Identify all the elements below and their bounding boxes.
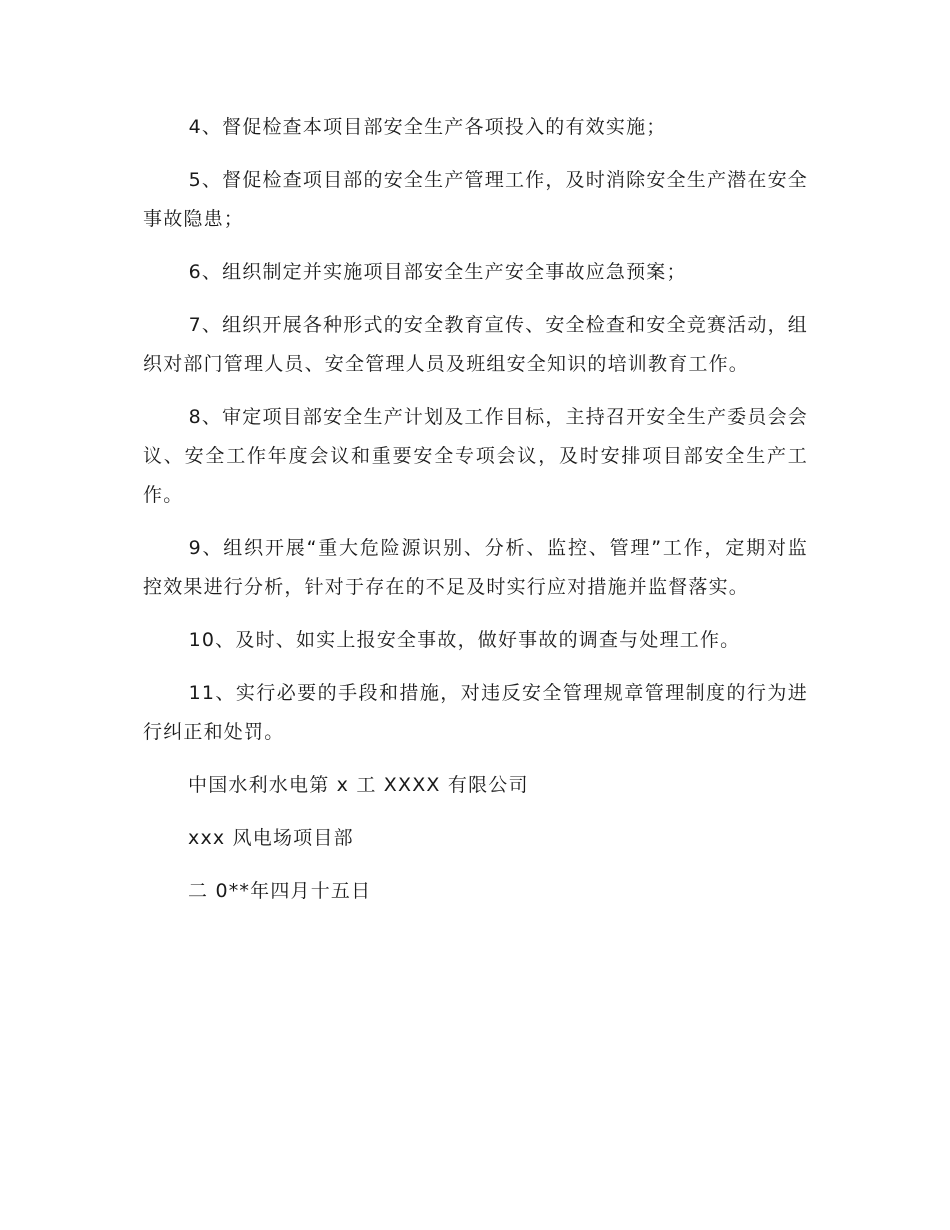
paragraph-item-5: 5、督促检查项目部的安全生产管理工作，及时消除安全生产潜在安全事故隐患； [143, 169, 808, 230]
paragraph-item-8: 8、审定项目部安全生产计划及工作目标，主持召开安全生产委员会会议、安全工作年度会议和重要安全专项会议，及时安排项目部安全生产工作。 [143, 406, 808, 506]
paragraph-item-6: 6、组织制定并实施项目部安全生产安全事故应急预案； [188, 261, 687, 283]
paragraph-item-11: 11、实行必要的手段和措施，对违反安全管理规章管理制度的行为进行纠正和处罚。 [143, 682, 808, 743]
paragraph-item-9: 9、组织开展“重大危险源识别、分析、监控、管理”工作，定期对监控效果进行分析，针对于存在的不足及时实行应对措施并监督落实。 [143, 537, 808, 598]
paragraph-item-10: 10、及时、如实上报安全事故，做好事故的调查与处理工作。 [188, 629, 741, 651]
signature-department: xxx 风电场项目部 [188, 827, 354, 849]
signature-date: 二 0**年四月十五日 [188, 880, 372, 902]
signature-company: 中国水利水电第 x 工 XXXX 有限公司 [188, 774, 529, 796]
paragraph-item-7: 7、组织开展各种形式的安全教育宣传、安全检查和安全竞赛活动，组织对部门管理人员、安全管理人员及班组安全知识的培训教育工作。 [143, 314, 808, 375]
paragraph-item-4: 4、督促检查本项目部安全生产各项投入的有效实施； [188, 116, 667, 138]
document-page [143, 108, 808, 911]
